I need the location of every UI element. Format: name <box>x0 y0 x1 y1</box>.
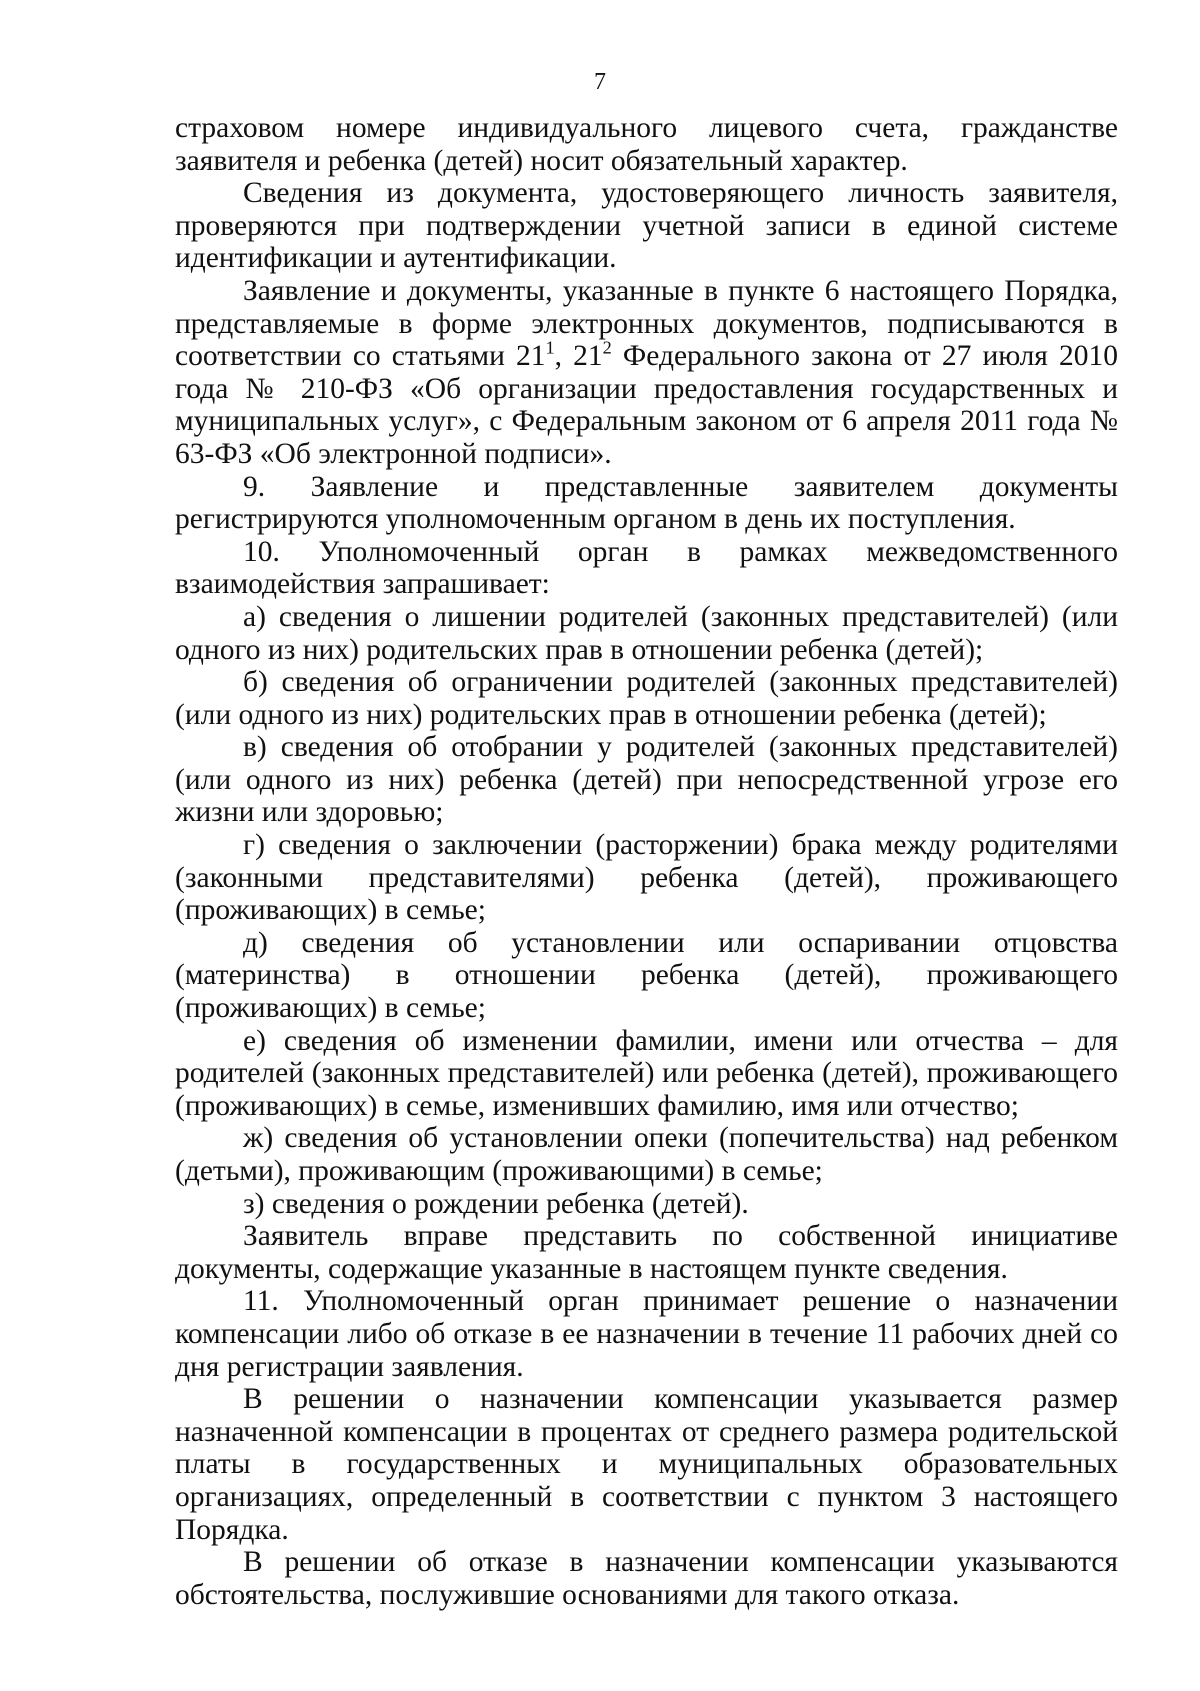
paragraph-continuation: страховом номере индивидуального лицевого счета, гражданстве заявителя и ребенка (детей) носит обязательный характер. <box>175 112 1118 177</box>
superscript-2: 2 <box>602 337 612 358</box>
paragraph-item-11: 11. Уполномоченный орган принимает решение о назначении компенсации либо об отказе в ее назначении в течение 11 рабочих дней со дня регистрации заявления. <box>175 1285 1118 1383</box>
paragraph-electronic-signature-part-2: , 21 <box>554 340 603 373</box>
paragraph-electronic-signature <box>175 275 1118 471</box>
paragraph-own-initiative: Заявитель вправе представить по собственной инициативе документы, содержащие указанные в настоящем пункте сведения. <box>175 1220 1118 1285</box>
document-body <box>175 112 1118 1611</box>
paragraph-item-10: 10. Уполномоченный орган в рамках межведомственного взаимодействия запрашивает: <box>175 535 1118 601</box>
subitem-g: г) сведения о заключении (расторжении) брака между родителями (законными представителями) ребенка (детей), проживающего (проживающих) в семье; <box>175 829 1118 927</box>
paragraph-identity-check: Сведения из документа, удостоверяющего личность заявителя, проверяются при подтверждении учетной записи в единой системе идентификации и аутентификации. <box>175 177 1118 275</box>
superscript-1: 1 <box>545 337 555 358</box>
paragraph-item-9: 9. Заявление и представленные заявителем документы регистрируются уполномоченным органом в день их поступления. <box>175 470 1118 536</box>
page-number: 7 <box>594 69 606 95</box>
paragraph-electronic-signature-part-1: Заявление и документы, указанные в пункте 6 настоящего Порядка, представляемые в форме электронных документов, подписываются в соответствии со статьями 21 <box>175 274 1118 373</box>
subitem-e: е) сведения об изменении фамилии, имени или отчества – для родителей (законных представителей) или ребенка (детей), проживающего (проживающих) в семье, изменивших фамилию, имя или отчество; <box>175 1024 1118 1122</box>
subitem-d: д) сведения об установлении или оспаривании отцовства (материнства) в отношении ребенка (детей), проживающего (проживающих) в семье; <box>175 926 1118 1025</box>
paragraph-decision-refusal: В решении об отказе в назначении компенсации указываются обстоятельства, послужившие основаниями для такого отказа. <box>175 1546 1118 1611</box>
paragraph-electronic-signature-part-3: Федерального закона от 27 июля 2010 года № 210-ФЗ «Об организации предоставления государственных и муниципальных услуг», с Федеральным законом от 6 апреля 2011 года № 63-ФЗ «Об электронной подписи». <box>175 340 1119 470</box>
subitem-a: а) сведения о лишении родителей (законных представителей) (или одного из них) родительских прав в отношении ребенка (детей); <box>175 600 1118 666</box>
subitem-z: з) сведения о рождении ребенка (детей). <box>243 1187 749 1220</box>
subitem-zh: ж) сведения об установлении опеки (попечительства) над ребенком (детьми), проживающим (проживающими) в семье; <box>175 1122 1118 1187</box>
paragraph-decision-grant: В решении о назначении компенсации указывается размер назначенной компенсации в процентах от среднего размера родительской платы в государственных и муниципальных образовательных организациях, определенный в соответствии с пунктом 3 настоящего Порядка. <box>175 1383 1118 1546</box>
subitem-v: в) сведения об отобрании у родителей (законных представителей) (или одного из них) ребенка (детей) при непосредственной угрозе его жизни или здоровью; <box>175 731 1118 829</box>
subitem-b: б) сведения об ограничении родителей (законных представителей) (или одного из них) родительских прав в отношении ребенка (детей); <box>175 666 1118 731</box>
